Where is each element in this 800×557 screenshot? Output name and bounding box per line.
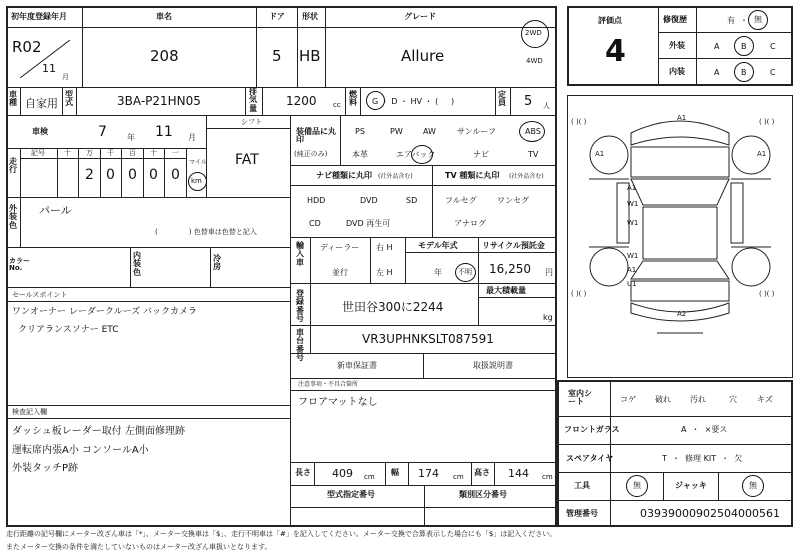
navi-sd: SD (406, 196, 418, 205)
interior-label: 内装 (669, 67, 685, 76)
first-reg-era: R02 (12, 38, 42, 56)
max-load-kg: kg (543, 313, 553, 322)
dmg-a2: A2 (677, 310, 687, 318)
dmg-u1: U1 (627, 280, 637, 288)
int-b: B (741, 68, 747, 77)
seat-opt-0: コゲ (620, 395, 636, 404)
footer-line1: 走行距離の記号欄にメーター改ざん車は「*」、メーター交換車は「$」、走行不明車は「#」を記入してください。メーター交換で合算表示した場合にも「$」は記入ください。 (6, 530, 557, 538)
notes-label: 検査記入欄 (12, 408, 47, 416)
import-parallel: 並行 (332, 268, 348, 277)
ext-a: A (714, 42, 720, 51)
jack-label: ジャッキ (675, 481, 707, 490)
digit-2: 2 (85, 167, 94, 183)
reg-label: 登録番号 (296, 289, 304, 324)
equip-airbag: エアバック (396, 150, 436, 159)
cooler-label: 冷房 (213, 254, 221, 272)
spare-label: スペアタイヤ (566, 454, 614, 463)
color-label: 外装色 (9, 204, 17, 230)
notes-line1: ダッシュ板レーダー取付 左側面修理跡 (12, 426, 185, 437)
tv-fullseg: フルセグ (445, 196, 477, 205)
shift-label: シフト (241, 118, 262, 126)
inspect-month-unit: 月 (188, 133, 196, 142)
mile-label: マイル (189, 159, 207, 166)
equip-abs: ABS (525, 127, 541, 136)
equip-navi: ナビ (473, 150, 489, 159)
navi-sub: (社外品含む) (378, 173, 413, 180)
dmg-w1-2: W1 (627, 219, 639, 227)
inspect-year-unit: 年 (127, 133, 135, 142)
height-cm: cm (542, 473, 553, 481)
model-year-label: モデル年式 (418, 241, 458, 250)
model-year-unit: 年 (434, 268, 442, 277)
dmg-a1-front: A1 (677, 114, 687, 122)
doors-label: ドア (269, 12, 285, 21)
equip-sub: (純正のみ) (294, 150, 328, 158)
score: 4 (605, 34, 626, 69)
notes-line3: 外装タッチP跡 (12, 463, 79, 474)
mileage-label: 走行 (9, 157, 17, 175)
damage-diagram: ( )( ) ( )( ) ( )( ) ( )( ) A1 A1 A1 A1 W1 W1 W1 A1 U1 A2 (567, 95, 793, 378)
import-label: 輸入車 (296, 241, 304, 267)
repair-sep: ・ (740, 16, 748, 25)
seat-opt-1: 破れ (655, 395, 671, 404)
color-no-label: カラーNo. (9, 257, 30, 273)
score-label: 評価点 (598, 16, 622, 25)
digit-3: 0 (106, 167, 115, 183)
footer-line2: またメーター交換の条件を満たしていないものはメーター改ざん車扱いとなります。 (6, 543, 272, 551)
width: 174 (418, 467, 439, 480)
first-reg-label: 初年度登録年月 (11, 12, 67, 21)
points-label: セールスポイント (12, 291, 68, 299)
navi-cd: CD (309, 219, 321, 228)
equip-pw: PW (390, 127, 403, 136)
month-unit: 月 (62, 73, 69, 81)
recycle-label: リサイクル預託金 (482, 241, 545, 250)
grade-label: グレード (404, 12, 436, 21)
dmg-a1-rear: A1 (627, 266, 637, 274)
import-left: 左 H (376, 268, 393, 277)
dmg-w1-1: W1 (627, 200, 639, 208)
tools-label: 工具 (574, 481, 590, 490)
model: 3BA-P21HN05 (117, 94, 201, 108)
height-label: 高さ (474, 468, 490, 477)
digit-header-3: 千 (107, 149, 114, 157)
fuel-options: G ・ D ・ HV ・ ( ) (372, 97, 455, 106)
repair-no: 無 (754, 15, 762, 24)
car-name-label: 車名 (156, 12, 172, 21)
height: 144 (508, 467, 529, 480)
inspect-month: 11 (155, 124, 173, 140)
shape: HB (299, 47, 321, 65)
type-label: 型式指定番号 (327, 490, 375, 499)
mgmt-label: 管理番号 (566, 509, 598, 518)
warranty-manual: 取扱説明書 (473, 361, 513, 370)
import-right: 右 H (376, 243, 393, 252)
digit-header-1: 十 (64, 149, 71, 157)
repair-label: 修復歴 (663, 15, 687, 24)
recycle-yen: 円 (545, 268, 553, 277)
cautions-value: フロアマットなし (298, 397, 378, 408)
inspect-label: 車検 (32, 127, 48, 136)
glass-label: フロントガラス (564, 425, 620, 434)
tv-oneseg: ワンセグ (497, 196, 529, 205)
doors: 5 (272, 47, 282, 65)
digit-header-4: 百 (129, 149, 136, 157)
first-reg-month: 11 (42, 62, 56, 75)
navi-dvd-play: DVD 再生可 (346, 219, 391, 228)
navi-dvd: DVD (360, 196, 378, 205)
model-year-unknown: 不明 (458, 268, 472, 276)
int-c: C (770, 68, 776, 77)
repair-yes: 有 (727, 16, 735, 25)
reg-value: 世田谷300に2244 (342, 300, 444, 314)
ext-c: C (770, 42, 776, 51)
recycle: 16,250 (489, 262, 531, 276)
length: 409 (332, 467, 353, 480)
tv-label: TV 種類に丸印 (445, 171, 500, 180)
warranty-new: 新車保証書 (337, 361, 377, 370)
digit-header-0: 記号 (31, 149, 45, 157)
width-cm: cm (453, 473, 464, 481)
digit-header-6: 一 (172, 149, 179, 157)
color-value: パール (39, 204, 72, 217)
chassis-value: VR3UPHNKSLT087591 (362, 332, 494, 346)
jack-value: 無 (749, 481, 757, 490)
drive-2wd: 2WD (525, 29, 542, 37)
digit-5: 0 (149, 167, 158, 183)
car-name: 208 (150, 47, 179, 65)
points-line1: ワンオーナー レーダークルーズ バックカメラ (12, 307, 198, 317)
dmg-a1-right: A1 (757, 150, 767, 158)
exterior-label: 外装 (669, 41, 685, 50)
length-cm: cm (364, 473, 375, 481)
shape-label: 形状 (302, 12, 318, 21)
cautions-label: 注意事項・不具合箇所 (298, 381, 359, 388)
displacement: 1200 (286, 94, 317, 108)
points-line2: クリアランスソナー ETC (18, 325, 119, 335)
digit-6: 0 (171, 167, 180, 183)
width-label: 幅 (391, 468, 399, 477)
equip-sunroof: サンルーフ (457, 127, 496, 136)
digit-header-2: 万 (86, 149, 93, 157)
drive-4wd: 4WD (526, 57, 543, 65)
import-dealer: ディーラー (320, 243, 360, 252)
dmg-w1-rear: W1 (627, 252, 639, 260)
navi-hdd: HDD (307, 196, 326, 205)
spare-options: T ・ 修理 KIT ・ 欠 (662, 454, 743, 463)
capacity-label: 定員 (498, 90, 506, 108)
shift: FAT (235, 152, 259, 168)
tv-analog: アナログ (454, 219, 486, 228)
inspect-year: 7 (98, 124, 107, 140)
equip-tv: TV (528, 150, 539, 159)
capacity: 5 (524, 94, 533, 109)
length-label: 長さ (295, 468, 311, 477)
capacity-unit: 人 (543, 102, 550, 110)
navi-label: ナビ種類に丸印 (316, 171, 372, 180)
dmg-a1-side: A1 (627, 184, 637, 192)
seat-opt-3: 穴 (729, 395, 737, 404)
cc-unit: cc (333, 101, 341, 109)
seat-label: 室内シート (568, 389, 592, 407)
class-label: 類別区分番号 (459, 490, 507, 499)
seat-opt-4: キズ (757, 395, 773, 404)
int-a: A (714, 68, 720, 77)
km-label: km (191, 177, 202, 185)
fuel-label: 燃料 (349, 90, 357, 108)
max-load-label: 最大積載量 (486, 286, 526, 295)
use-label: 車種 (9, 90, 17, 108)
interior-color-label: 内装色 (133, 251, 141, 277)
model-label: 型式 (65, 90, 73, 108)
equip-ps: PS (355, 127, 365, 136)
equip-leather: 本革 (352, 150, 368, 159)
tools-value: 無 (633, 481, 641, 490)
notes-line2: 運転席内張A小 コンソールA小 (12, 445, 149, 456)
grade: Allure (401, 47, 445, 65)
digit-4: 0 (128, 167, 137, 183)
tv-sub: (社外品含む) (509, 173, 544, 180)
digit-header-5: 十 (150, 149, 157, 157)
chassis-label: 車台番号 (296, 328, 304, 363)
dmg-a1-left: A1 (595, 150, 605, 158)
color-note: ( ) 色替車は色替と記入 (155, 228, 257, 236)
glass-options: A ・ ×要ス (681, 425, 728, 434)
equip-label: 装備品に丸印 (296, 127, 336, 145)
seat-opt-2: 汚れ (690, 395, 706, 404)
displacement-label: 排気量 (249, 87, 257, 113)
mgmt-value: 03939000902504000561 (640, 507, 780, 520)
use: 自家用 (25, 97, 58, 110)
ext-b: B (741, 42, 747, 51)
equip-aw: AW (423, 127, 436, 136)
